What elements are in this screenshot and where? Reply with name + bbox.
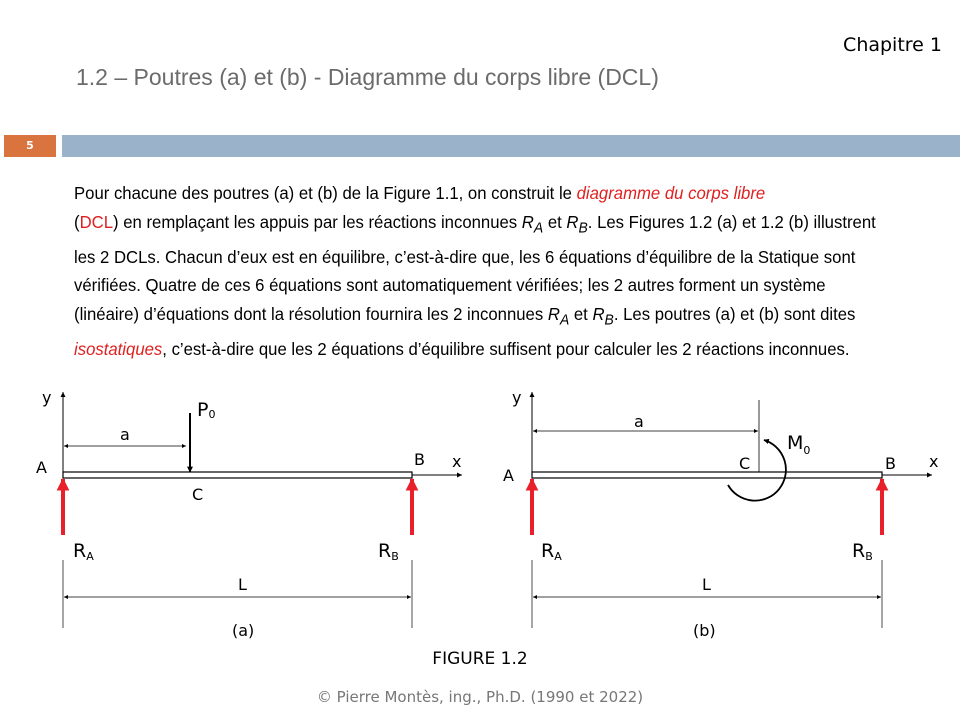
emphasis-dcl-term: diagramme du corps libre bbox=[576, 183, 766, 203]
point-a-label-b: A bbox=[503, 466, 514, 485]
reaction-label-ra-b: RA bbox=[541, 540, 562, 563]
chapter-label: Chapitre 1 bbox=[843, 34, 942, 56]
reaction-label-rb-a: RB bbox=[378, 540, 399, 563]
slide-title: 1.2 – Poutres (a) et (b) - Diagramme du corps libre (DCL) bbox=[76, 64, 659, 90]
figure-caption: FIGURE 1.2 bbox=[432, 649, 528, 669]
dimension-l-label-a: L bbox=[238, 575, 247, 594]
figure-diagrams bbox=[0, 380, 960, 640]
reaction-label-rb-b: RB bbox=[852, 540, 873, 563]
y-axis-label-b: y bbox=[512, 388, 522, 407]
emphasis-dcl-abbr: DCL bbox=[79, 211, 114, 232]
figure-tag-a: (a) bbox=[232, 621, 255, 640]
figure-tag-b: (b) bbox=[693, 621, 716, 640]
diagram-b bbox=[503, 388, 938, 640]
point-b-label-b: B bbox=[885, 454, 896, 473]
body-paragraph: Pour chacune des poutres (a) et (b) de la Figure 1.1, on construit le diagramme du corps libre (DCL) en remplaçant les appuis par les réactions inconnues $R_A$ et $R_B$. Les Figures 1.2 (a) et 1.2 (b) illustrent les 2 DCLs. Chacun d’eux est en équilibre, c’est-à-dire que, les 6 équations d’équilibre de la Statique sont vérifiées. Quatre de ces 6 équations sont automatiquement vérifiées; les 2 autres forment un système (linéaire) d’équations dont la résolution fournira les 2 inconnues $R_A$ et $R_B$. Les poutres (a) et (b) sont dites isostatiques, c’est-à-dire que les 2 équations d’équilibre suffisent pour calculer les 2 réactions inconnues. bbox=[74, 183, 876, 359]
diagram-a bbox=[36, 388, 462, 640]
y-axis-label-a: y bbox=[42, 388, 52, 407]
point-b-label-a: B bbox=[414, 450, 425, 469]
dimension-a-label-b: a bbox=[634, 412, 644, 431]
point-a-label-a: A bbox=[36, 458, 47, 477]
dimension-l-label-b: L bbox=[702, 575, 711, 594]
reaction-label-ra-a: RA bbox=[73, 540, 94, 563]
header-band bbox=[62, 135, 960, 157]
point-c-label-a: C bbox=[192, 485, 204, 504]
load-label-p0: P0 bbox=[197, 399, 216, 421]
point-c-label-b: C bbox=[739, 454, 751, 473]
x-axis-label-a: x bbox=[452, 452, 462, 471]
x-axis-label-b: x bbox=[929, 452, 939, 471]
beam-a bbox=[63, 472, 412, 478]
moment-arrow-m0 bbox=[728, 440, 786, 501]
slide-number: 5 bbox=[4, 135, 56, 157]
emphasis-isostatic: isostatiques bbox=[74, 339, 163, 359]
dimension-a-label: a bbox=[120, 425, 130, 444]
moment-label-m0: $M_0$ bbox=[787, 432, 811, 457]
footer-copyright: © Pierre Montès, ing., Ph.D. (1990 et 2022) bbox=[316, 688, 644, 706]
beam-b bbox=[532, 472, 882, 478]
